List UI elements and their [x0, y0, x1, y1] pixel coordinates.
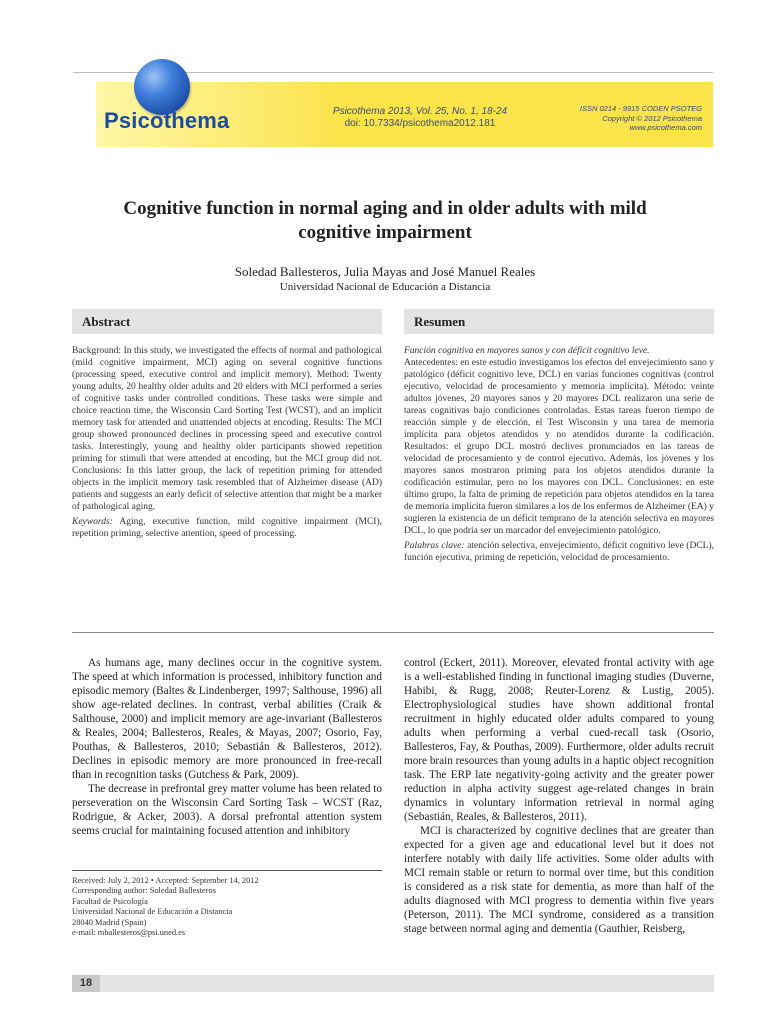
received-date: Received: July 2, 2012 • Accepted: September 14, 2012 — [72, 876, 259, 885]
resumen-text: Antecedentes: en este estudio investigamos los efectos del envejecimiento sano y patológico (déficit cognitivo leve, DCL) en varias funciones cognitivas (control ejecutivo, velocidad de procesamiento y memoria implícita). Método: veinte adultos jóvenes, 20 mayores sanos y 20 mayores DCL realizaron una serie de tareas cognitivas bajo condiciones controladas. Estas tareas fueron tiempo de reacción simple y de elección, el Test Wisconsin y una tarea de memoria implícita para objetos atendidos y no atendidos durante la codificación. Resultados: el grupo DCL mostró declives pronunciados en las tareas de velocidad de procesamiento y de control ejecutivo. Además, los jóvenes y los mayores sanos mostraron priming para los objetos atendidos durante la codificación estimular, pero no los mayores con DCL. Conclusiones: en este último grupo, la falta de priming de repetición para objetos atendidos en la tarea de memoria implícita fueron similares a los de los enfermos de Alzheimer (EA) y sugieren la existencia de un déficit temprano de la atención selectiva en mayores DCL, lo que podría ser un marcador del envejecimiento patológico. — [404, 358, 714, 536]
journal-logo: Psicothema — [104, 108, 230, 133]
footnotes — [72, 876, 382, 938]
issn: ISSN 0214 - 9915 CODEN PSOTEG — [579, 104, 702, 113]
university: Universidad Nacional de Educación a Distancia — [72, 907, 233, 917]
website: www.psicothema.com — [629, 123, 702, 132]
body-paragraph: The decrease in prefrontal grey matter volume has been related to perseveration on the Wisconsin Card Sorting Task – WCST (Raz, Rodrigue, & Acker, 2003). A dorsal prefrontal attention system seems crucial for maintaining focused attention and inhibitory — [72, 783, 382, 837]
abstract-body — [72, 345, 382, 540]
abstract-text: Background: In this study, we investigated the effects of normal and pathological (mild cognitive impairment, MCI) aging on several cognitive functions (processing speed, executive control and implicit memory). Method: Twenty young adults, 20 healthy older adults and 20 elders with MCI performed a series of cognitive tasks under controlled conditions. These tasks were simple and choice reaction time, the Wisconsin Card Sorting Test (WCST), and an implicit memory task for attended and unattended objects at encoding. Results: The MCI group showed pronounced declines in processing speed and executive control tasks. Interestingly, young and healthy older participants showed repetition priming for stimuli that were attended at encoding, but the MCI group did not. Conclusions: In this latter group, the lack of repetition priming for attended objects in the implicit memory task resembled that of Alzheimer disease (AD) patients and suggests an early deficit of selective attention that might be a marker of pathological aging. — [72, 346, 382, 512]
resumen-keywords — [404, 540, 714, 564]
copyright: Copyright © 2012 Psicothema — [602, 113, 702, 123]
resumen-title-line: Función cognitiva en mayores sanos y con déficit cognitivo leve. — [404, 346, 650, 356]
abstract-heading: Abstract — [72, 309, 382, 334]
doi: doi: 10.7334/psicothema2012.181 — [344, 118, 496, 129]
paper-title: Cognitive function in normal aging and in older adults with mild cognitive impairment — [123, 198, 647, 243]
body-paragraph: As humans age, many declines occur in the cognitive system. The speed at which information is processed, inhibitory function and episodic memory (Baltes & Lindenberger, 1997; Salthouse, 1996) all show age-related declines. In contrast, verbal abilities (Craik & Salthouse, 2000) and implicit memory are age-invariant (Ballesteros & Reales, 2004; Ballesteros, Reales, & Mayas, 2007; Osorio, Fay, Pouthas, & Ballesteros, 2010; Sebastián & Ballesteros, 2012). Declines in episodic memory are more pronounced in free-recall than in recognition tasks (Gutchess & Park, 2009). — [72, 657, 382, 781]
citation-block — [320, 106, 520, 130]
address: 28040 Madrid (Spain) — [72, 917, 147, 927]
palabras-clave-label: Palabras clave: — [404, 541, 465, 551]
keywords-text: Aging, executive function, mild cognitive impairment (MCI), repetition priming, selective attention, speed of processing. — [72, 517, 382, 539]
keywords-label: Keywords: — [72, 517, 113, 527]
resumen-heading: Resumen — [404, 309, 714, 334]
body-paragraph: MCI is characterized by cognitive declines that are greater than expected for a given age and educational level but it does not interfere notably with daily life activities. Some older adults with MCI remain stable or return to normal over time, but this condition is considered as a risk state for dementia, as more than half of the adults diagnosed with MCI progress to dementia within five years (Peterson, 2011). The MCI syndrome, considered as a transition stage between normal aging and dementia (Gauthier, Reisberg, — [404, 825, 714, 935]
corresponding-author: Corresponding author: Soledad Ballesteros — [72, 886, 216, 896]
abstract-keywords — [72, 516, 382, 540]
authors: Soledad Ballesteros, Julia Mayas and José Manuel Reales — [234, 264, 536, 279]
faculty: Facultad de Psicología — [72, 896, 148, 906]
body-left-column — [72, 656, 382, 838]
citation: Psicothema 2013, Vol. 25, No. 1, 18-24 — [332, 106, 508, 117]
footnote-rule — [72, 870, 382, 871]
resumen-body — [404, 345, 714, 564]
email: e-mail: mballesteros@psi.uned.es — [72, 928, 186, 938]
body-paragraph: control (Eckert, 2011). Moreover, elevated frontal activity with age is a well-established finding in functional imaging studies (Duverne, Habibi, & Rugg, 2008; Reuter-Lorenz & Lustig, 2005). Electrophysiological studies have shown additional frontal recruitment in highly educated older adults compared to young adults when performing a verbal cued-recall task (Osorio, Ballesteros, Fay, & Pouthas, 2009). Furthermore, older adults recruit more brain resources than young adults in a haptic object recognition task. The ERP late negativity-going activity and the greater power reduction in alpha activity suggest age-related changes in brain dynamics in voluntary information retrieval in normal aging (Sebastián, Reales, & Ballesteros, 2011). — [404, 657, 714, 823]
affiliation: Universidad Nacional de Educación a Distancia — [279, 281, 491, 293]
page-number: 18 — [72, 975, 100, 992]
section-divider — [72, 632, 714, 633]
logo-ball-icon — [134, 59, 190, 115]
footer-bar — [72, 975, 714, 992]
issn-block — [502, 104, 702, 133]
palabras-clave-text: atención selectiva, envejecimiento, déficit cognitivo leve (DCL), función ejecutiva, priming de repetición, velocidad de procesamiento. — [404, 541, 715, 563]
body-right-column — [404, 656, 714, 936]
